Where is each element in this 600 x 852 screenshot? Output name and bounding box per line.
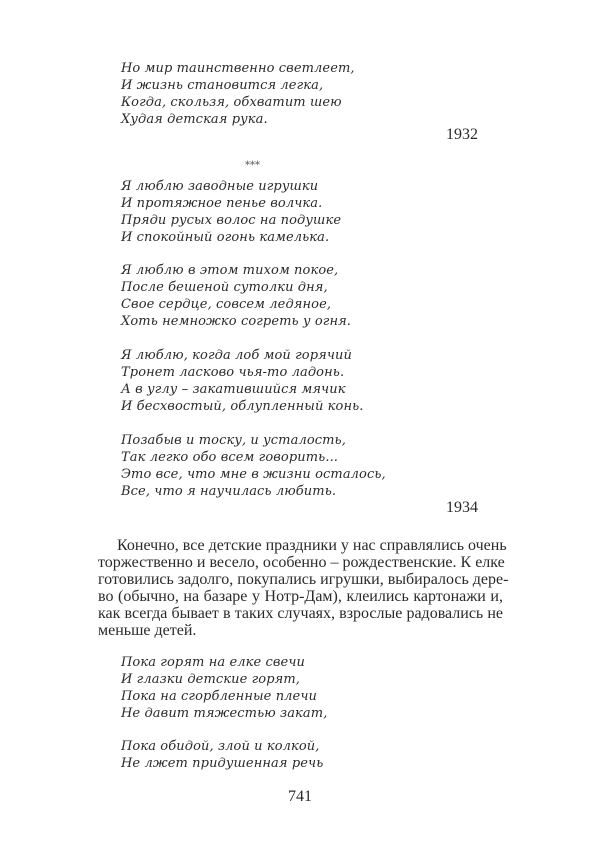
poem-stanza [121,738,323,772]
poem-line: Все, что я научилась любить. [121,484,337,499]
poem-year: 1932 [446,126,478,143]
poem-line: Пока горят на елке свечи [121,655,305,670]
poem-line: Это все, что мне в жизни осталось, [121,467,386,482]
section-separator: *** [245,160,260,171]
poem-line: Я люблю заводные игрушки [121,179,319,194]
poem-year: 1934 [446,499,478,516]
poem-ending [121,60,355,128]
paragraph-line: готовились задолго, покупались игрушки, выбиралось дере- [98,571,509,588]
paragraph-line: меньше детей. [98,622,197,639]
paragraph-line: торжественно и весело, особенно – рождественские. К елке [98,554,505,571]
poem-line: И бесхвостый, облупленный конь. [121,399,364,414]
poem-line: Но мир таинственно светлеет, [121,61,355,76]
poem-line: Свое сердце, совсем ледяное, [121,297,332,312]
paragraph-line: Конечно, все детские праздники у нас справлялись очень [117,537,507,554]
poem-line: Пряди русых волос на подушке [121,213,342,228]
poem-line: Когда, скользя, обхватит шею [121,95,342,110]
poem-stanza [121,654,327,722]
page-number: 741 [288,788,312,805]
paragraph-line: как всегда бывает в таких случаях, взрослые радовались не [98,605,503,622]
poem-line: И глазки детские горят, [121,672,301,687]
poem-line: Хоть немножко согреть у огня. [121,314,352,329]
poem-stanza [121,178,341,246]
poem-line: И протяжное пенье волчка. [121,196,323,211]
poem-line: Тронет ласково чья-то ладонь. [121,365,345,380]
poem-line: Пока на сгорбленные плечи [121,689,318,704]
poem-stanza [121,347,364,415]
poem-line: Не давит тяжестью закат, [121,706,328,721]
poem-line: Я люблю в этом тихом покое, [121,263,339,278]
poem-line: Я люблю, когда лоб мой горячий [121,348,352,363]
poem-line: Не лжет придушенная речь [121,756,324,771]
paragraph-line: во (обычно, на базаре у Нотр-Дам), клеились картонажи и, [98,588,503,605]
poem-stanza [121,262,351,330]
poem-line: А в углу – закатившийся мячик [121,382,346,397]
prose-paragraph [98,537,509,639]
poem-line: И спокойный огонь камелька. [121,230,330,245]
poem-line: Так легко обо всем говорить... [121,450,339,465]
poem-line: Пока обидой, злой и колкой, [121,739,320,754]
poem-stanza [121,432,386,500]
poem-line: Позабыв и тоску, и усталость, [121,433,346,448]
poem-line: И жизнь становится легка, [121,78,324,93]
poem-line: Худая детская рука. [121,112,268,127]
poem-line: После бешеной сутолки дня, [121,280,328,295]
